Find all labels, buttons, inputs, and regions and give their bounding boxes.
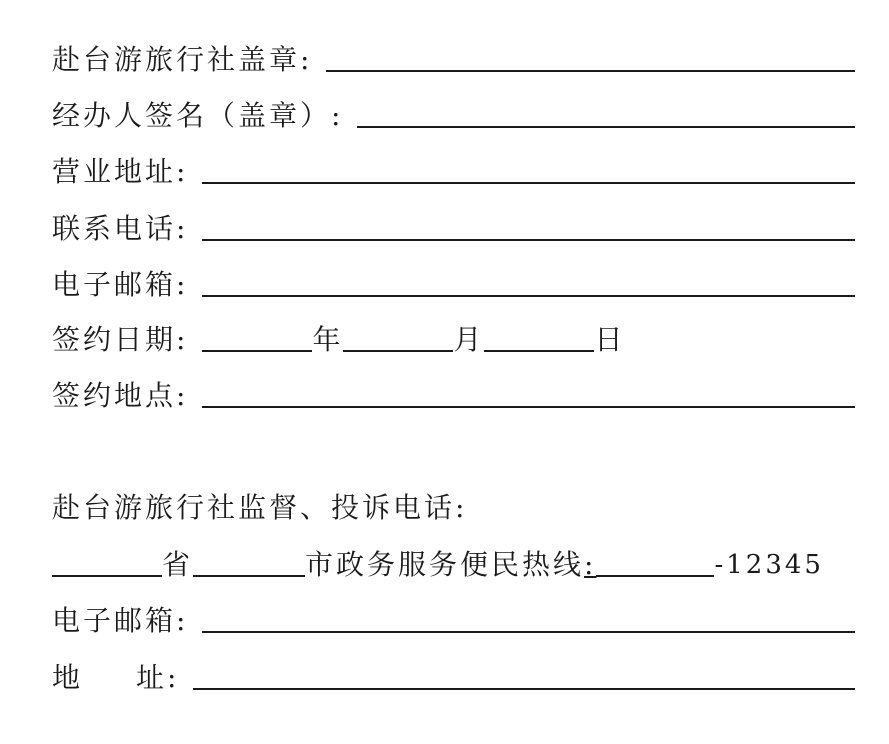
supervision-email-field[interactable]	[202, 631, 855, 633]
business-address-row	[52, 148, 855, 188]
sign-place-label: 签约地点:	[52, 379, 189, 412]
address-field[interactable]	[193, 688, 855, 690]
agency-seal-row	[52, 36, 855, 76]
business-address-field[interactable]	[202, 182, 855, 184]
agency-seal-label: 赴台游旅行社盖章:	[52, 43, 313, 76]
sign-date-day-unit: 日	[594, 323, 626, 356]
sign-date-month-unit: 月	[453, 323, 485, 356]
contact-phone-field[interactable]	[202, 239, 855, 241]
business-address-label: 营业地址:	[52, 155, 189, 188]
hotline-row	[52, 541, 855, 581]
supervision-email-label: 电子邮箱:	[52, 604, 189, 637]
handler-sign-label: 经办人签名（盖章）:	[52, 99, 344, 132]
contact-phone-row	[52, 205, 855, 245]
sign-date-row	[52, 316, 855, 356]
email-row	[52, 261, 855, 301]
handler-sign-field[interactable]	[357, 126, 855, 128]
hotline-number: -12345	[714, 550, 824, 580]
contact-phone-label: 联系电话:	[52, 212, 189, 245]
hotline-city-field[interactable]	[193, 575, 305, 577]
supervision-email-row	[52, 597, 855, 637]
sign-date-day-field[interactable]	[484, 350, 594, 352]
sign-place-field[interactable]	[202, 406, 855, 408]
supervision-heading: 赴台游旅行社监督、投诉电话:	[52, 491, 468, 524]
sign-date-label: 签约日期:	[52, 323, 189, 356]
agency-seal-field[interactable]	[326, 70, 855, 72]
email-label: 电子邮箱:	[52, 268, 189, 301]
hotline-colon: :	[584, 548, 597, 581]
email-field[interactable]	[202, 295, 855, 297]
sign-place-row	[52, 372, 855, 412]
handler-sign-row	[52, 92, 855, 132]
address-label-char1: 地	[52, 661, 84, 694]
supervision-heading-row	[52, 484, 855, 524]
sign-date-year-unit: 年	[312, 323, 344, 356]
address-label-char2: 址:	[136, 661, 180, 694]
hotline-province-field[interactable]	[52, 575, 162, 577]
sign-date-year-field[interactable]	[202, 350, 312, 352]
hotline-area-code-field[interactable]	[596, 575, 714, 577]
sign-date-month-field[interactable]	[343, 350, 453, 352]
address-row	[52, 654, 855, 694]
hotline-province-unit: 省	[162, 548, 194, 581]
hotline-city-label: 市政务服务便民热线	[305, 548, 585, 581]
